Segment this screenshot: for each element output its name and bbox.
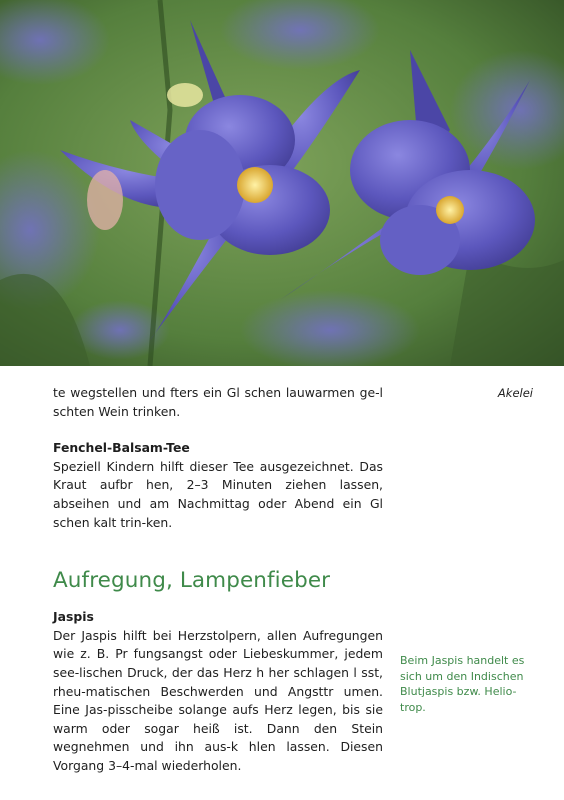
columbine-photo bbox=[0, 0, 564, 366]
main-column bbox=[53, 384, 383, 776]
tea-heading: Fenchel-Balsam-Tee bbox=[53, 440, 190, 456]
jaspis-heading: Jaspis bbox=[53, 609, 94, 625]
jaspis-paragraph: Der Jaspis hilft bei Herzstolpern, allen Aufregungen wie z. B. Pr fungsangst oder Liebeskummer, jedem see-lischen Druck, der das Herz h her schlagen l sst, rheu-matischen Beschwerden und Angsttr umen. Eine Jas-pisscheibe solange aufs Herz legen, bis sie warm oder sogar heiß ist. Dann den Stein wegnehmen und ihn aus-k hlen lassen. Diesen Vorgang 3–4-mal wiederholen. bbox=[53, 627, 383, 773]
tea-paragraph: Speziell Kindern hilft dieser Tee ausgezeichnet. Das Kraut aufbr hen, 2–3 Minuten ziehen lassen, abseihen und am Nachmittag oder Abend ein Gl schen kalt trin-ken. bbox=[53, 458, 383, 530]
continuation-paragraph: te wegstellen und fters ein Gl schen lauwarmen ge-l schten Wein trinken. bbox=[53, 385, 383, 419]
sidenote: Beim Jaspis handelt es sich um den Indischen Blutjaspis bzw. Helio-trop. bbox=[400, 654, 525, 714]
photo-caption: Akelei bbox=[497, 386, 533, 400]
section-title: Aufregung, Lampenfieber bbox=[53, 568, 331, 594]
